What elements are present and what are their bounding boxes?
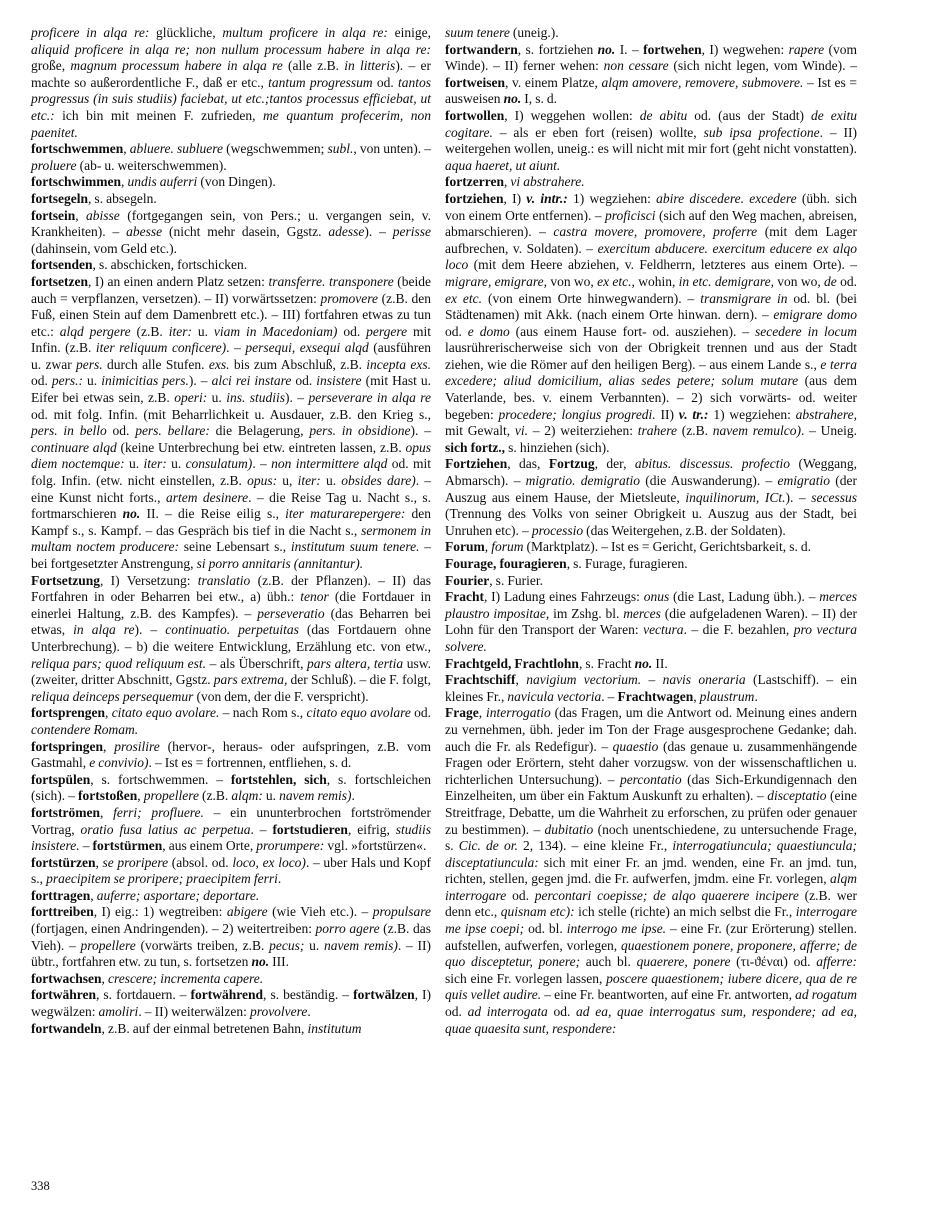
entry-fourier: Fourier, s. Furier. <box>445 572 544 588</box>
entry-fortwollen: fortwollen, I) weggehen wollen: de abitu od. (aus der Stadt) de exitu cogitare. – als er eben fort (reisen) wollte, sub ipsa profectione. – II) weitergehen wollen, uneig.: es will nicht mit mir fort (geht nicht vonstatten). aqua haeret, ut aiunt. <box>445 107 858 173</box>
entry-fortwandern: fortwandern, s. fortziehen no. I. – fortwehen, I) wegwehen: rapere (vom Winde). – II) ferner wehen: non cessare (sich nicht legen, vom Winde). – fortweisen, v. einem Platze, alqm amovere, removere, submovere. – Ist es = ausweisen no. I, s. d. <box>445 41 857 107</box>
entry-fortsein: fortsein, abisse (fortgegangen sein, von Pers.; u. vergangen sein, v. Krankheiten). – abesse (nicht mehr dasein, Ggstz. adesse). – perisse (dahinsein, vom Geld etc.). <box>31 207 431 256</box>
entry-fortziehen-substantiv: Fortziehen, das, Fortzug, der, abitus. discessus. profectio (Weggang, Abmarsch). – migratio. demigratio (die Auswanderung). – emigratio (der Auszug aus einem Hause, der Mietsleute, inquilinorum, ICt.). – secessus (Trennung des Volks von seiner Obrigkeit u. Auszug aus der Stadt, bei Unruhen etc). – processio (das Weitergehen, z.B. der Soldaten). <box>445 456 858 538</box>
page-number: 338 <box>31 1179 50 1193</box>
entry-fortspuelen: fortspülen, s. fortschwemmen. – fortstehlen, sich, s. fortschleichen (sich). – fortstoßen, propellere (z.B. alqm: u. navem remis). <box>31 771 431 804</box>
entry-fortschwimmen: fortschwimmen, undis auferri (von Dingen). <box>31 174 276 190</box>
entry-forttreiben: forttreiben, I) eig.: 1) wegtreiben: abigere (wie Vieh etc.). – propulsare (fortjagen, einen Andringenden). – 2) weitertreiben: porro agere (z.B. das Vieh). – propellere (vorwärts treiben, z.B. pecus; u. navem remis). – II) übtr., fortfahren etw. zu tun, s. fortsetzen no. III. <box>31 904 432 970</box>
page-body <box>31 25 857 1037</box>
entry-fortsprengen: fortsprengen, citato equo avolare. – nach Rom s., citato equo avolare od. contendere Romam. <box>31 705 432 737</box>
entry-fortzerren: fortzerren, vi abstrahere. <box>445 174 585 190</box>
entry-fortsetzung: Fortsetzung, I) Versetzung: translatio (z.B. der Pflanzen). – II) das Fortfahren in oder Beharren bei etw., a) übh.: tenor (die Fortdauer in einerlei Haltung, z.B. des Kampfes). – perseveratio (das Beharren bei etwas, in alqa re). – continuatio. perpetuitas (das Fortdauern ohne Unterbrechung). – b) die weitere Entwicklung, Erzählung etc. von etw., reliqua pars; quod reliquum est. – als Überschrift, pars altera, tertia usw. (zweiter, dritter Abschnitt, Ggstz. pars extrema, der Schluß). – die F. folgt, reliqua deinceps persequemur (von dem, der die F. verspricht). <box>31 572 432 704</box>
entry-fortsenden: fortsenden, s. abschicken, fortschicken. <box>31 257 248 273</box>
entry-forum: Forum, forum (Marktplatz). – Ist es = Gericht, Gerichtsbarkeit, s. d. <box>445 539 812 555</box>
entry-fortstroemen: fortströmen, ferri; profluere. – ein ununterbrochen fortströmender Vortrag, oratio fusa latius ac perpetua. – fortstudieren, eifrig, studiis insistere. – fortstürmen, aus einem Orte, prorumpere: vgl. »fortstürzen«. <box>31 804 432 854</box>
entry-forttragen: forttragen, auferre; asportare; deportare. <box>31 887 260 903</box>
entry-fortsegeln: fortsegeln, s. absegeln. <box>31 190 157 206</box>
entry-fracht: Fracht, I) Ladung eines Fahrzeugs: onus (die Last, Ladung übh.). – merces plaustro impositae, im Zshg. bl. merces (die aufgeladenen Waren). – II) der Lohn für den Transport der Waren: vectura. – die F. bezahlen, pro vectura solvere. <box>445 589 858 654</box>
entry-frachtgeld: Frachtgeld, Frachtlohn, s. Fracht no. II. <box>445 655 668 671</box>
entry-frage: Frage, interrogatio (das Fragen, um die Antwort od. Meinung eines andern zu vernehmen, übh. jeder im Ton der Frage ausgesprochene Gedanke; dah. auch die Fr. als Redefigur). – quaestio (das genaue u. zusammenhängende Fragen oder Erörtern, steht daher vorzugsw. von der wissenschaftlichen u. richterlichen Untersuchung). – percontatio (das Sich-Erkundigennach den Einzelheiten, um über ein Faktum Auskunft zu erhalten). – disceptatio (eine Streitfrage, Debatte, um die Wahrheit zu erforschen, zu prüfen oder genauer zu bestimmen). – dubitatio (noch unentschiedene, zu untersuchende Frage, s. Cic. de or. 2, 134). – eine kleine Fr., interrogatiuncula; quaestiuncula; disceptatiuncula: sich mit einer Fr. an jmd. wenden, eine Fr. an jmd. tun, richten, stellen, gegen jmd. die Fr. aufwerfen, jmdm. eine Fr. vorlegen, alqm interrogare od. percontari coepisse; de alqo quaerere incipere (z.B. wer denn etc., quisnam etc): ich stelle (richte) an mich selbst die Fr., interrogare me ipse coepi; od. bl. interrogo me ipse. – eine Fr. (zur Erörterung) stellen. aufstellen, aufwerfen, vorlegen, quaestionem ponere, proponere, afferre; de quo disceptetur, ponere; auch bl. quaerere, ponere (τι-ϑέναι) od. afferre: sich eine Fr. vorlegen lassen, poscere quaestionem; iubere dicere, qua de re quis vellet audire. – eine Fr. beantworten, auf eine Fr. antworten, ad rogatum od. ad interrogata od. ad ea, quae interrogatus sum, respondere; ad ea, quae quaesita sunt, respondere: <box>445 705 858 1036</box>
entry-continuation: suum tenere (uneig.). <box>445 25 559 40</box>
entry-fortschwemmen: fortschwemmen, abluere. subluere (wegschwemmen; subl., von unten). – proluere (ab- u. weiterschwemmen). <box>31 141 431 173</box>
entry-fourage: Fourage, fouragieren, s. Furage, furagieren. <box>445 556 688 571</box>
entry-fortwandeln: fortwandeln, z.B. auf der einmal betretenen Bahn, institutum <box>31 1020 362 1036</box>
entry-fortstuerzen: fortstürzen, se proripere (absol. od. loco, ex loco). – uber Hals und Kopf s., praecipitem se proripere; praecipitem ferri. <box>31 854 431 887</box>
right-column <box>445 25 857 1037</box>
entry-fortsetzen: fortsetzen, I) an einen andern Platz setzen: transferre. transponere (beide auch = verpflanzen, versetzen). – II) vorwärtssetzen: promovere (z.B. den Fuß, einen Stein auf dem Damenbrett etc.). – III) fortfahren etwas zu tun etc.: alqd pergere (z.B. iter: u. viam in Macedoniam) od. pergere mit Infin. (z.B. iter reliquum conficere). – persequi, exsequi alqd (ausführen u. zwar pers. durch alle Stufen. exs. bis zum Abschluß, z.B. incepta exs. od. pers.: u. inimicitias pers.). – alci rei instare od. insistere (mit Hast u. Eifer bei etwas sein, z.B. operi: u. ins. studiis). – perseverare in alqa re od. mit folg. Infin. (mit Beharrlichkeit u. Ausdauer, z.B. den Krieg s., pers. in bello od. pers. bellare: die Belagerung, pers. in obsidione). – continuare alqd (keine Unterbrechung bei etw. eintreten lassen, z.B. opus diem noctemque: u. iter: u. consulatum). – non intermittere alqd od. mit folg. Infin. (etw. nicht einstellen, z.B. opus: u, iter: u. obsides dare). – eine Kunst nicht forts., artem desinere. – die Reise Tag u. Nacht s., s. fortmarschieren no. II. – die Reise eilig s., iter maturarepergere: den Kampf s., s. Kampf. – das Gespräch bis tief in die Nacht s., sermonem in multam noctem producere: seine Lebensart s., institutum suum tenere. – bei fortgesetzter Anstrengung, si porro annitaris (annitantur). <box>31 273 432 571</box>
entry-frachtschiff: Frachtschiff, navigium vectorium. – navis oneraria (Lastschiff). – ein kleines Fr., navicula vectoria. – Frachtwagen, plaustrum. <box>445 672 857 704</box>
two-column-layout <box>31 25 857 1037</box>
entry-fortspringen: fortspringen, prosilire (hervor-, heraus- oder aufspringen, z.B. vom Gastmahl, e convivio). – Ist es = fortrennen, entfliehen, s. d. <box>31 738 431 771</box>
left-column <box>31 25 431 1037</box>
entry-fortwaehren: fortwähren, s. fortdauern. – fortwährend, s. beständig. – fortwälzen, I) wegwälzen: amoliri. – II) weiterwälzen: provolvere. <box>31 987 432 1020</box>
entry-fortziehen-verb: fortziehen, I) v. intr.: 1) wegziehen: abire discedere. excedere (übh. sich von einem Orte entfernen). – proficisci (sich auf den Weg machen, abreisen, abmarschieren). – castra movere, promovere, proferre (mit dem Lager aufbrechen, v. Soldaten). – exercitum abducere. exercitum educere ex alqo loco (mit dem Heere abziehen, v. Feldherrn, letzteres aus einem Orte). – migrare, emigrare, von wo, ex etc., wohin, in etc. demigrare, von wo, de od. ex etc. (von einem Orte hinwegwandern). – transmigrare in od. bl. (bei Städtenamen) mit Akk. (nach einem Orte hinwan. dern). – emigrare domo od. e domo (aus einem Hause fort- od. ausziehen). – secedere in locum lausrührerischerweise sich von der Obrigkeit trennen und aus der Stadt ziehen, wie die Römer auf den heiligen Berg). – aus einem Lande s., e terra excedere; aliud domicilium, alias sedes petere; solum mutare (aus dem Vaterlande, bes. v. einem Verbannten). – 2) sich vorwärts- od. weiter begeben: procedere; longius progredi. II) v. tr.: 1) wegziehen: abstrahere, mit Gewalt, vi. – 2) weiterziehen: trahere (z.B. navem remulco). – Uneig. sich fortz., s. hinziehen (sich). <box>445 190 858 455</box>
entry-fortwachsen: fortwachsen, crescere; incrementa capere. <box>31 970 264 986</box>
entry-continuation: proficere in alqa re: glückliche, multum proficere in alqa re: einige, aliquid proficere in alqa re; non nullum processum habere in alqa re: große, magnum processum habere in alqa re (alle z.B. in litteris). – er machte so außerordentliche F., daß er etc., tantum progressum od. tantos progressus (in suis studiis) faciebat, ut etc.;tantos processus efficiebat, ut etc.: ich bin mit meinen F. zufrieden, me quantum profecerim, non paenitet. <box>31 25 432 140</box>
